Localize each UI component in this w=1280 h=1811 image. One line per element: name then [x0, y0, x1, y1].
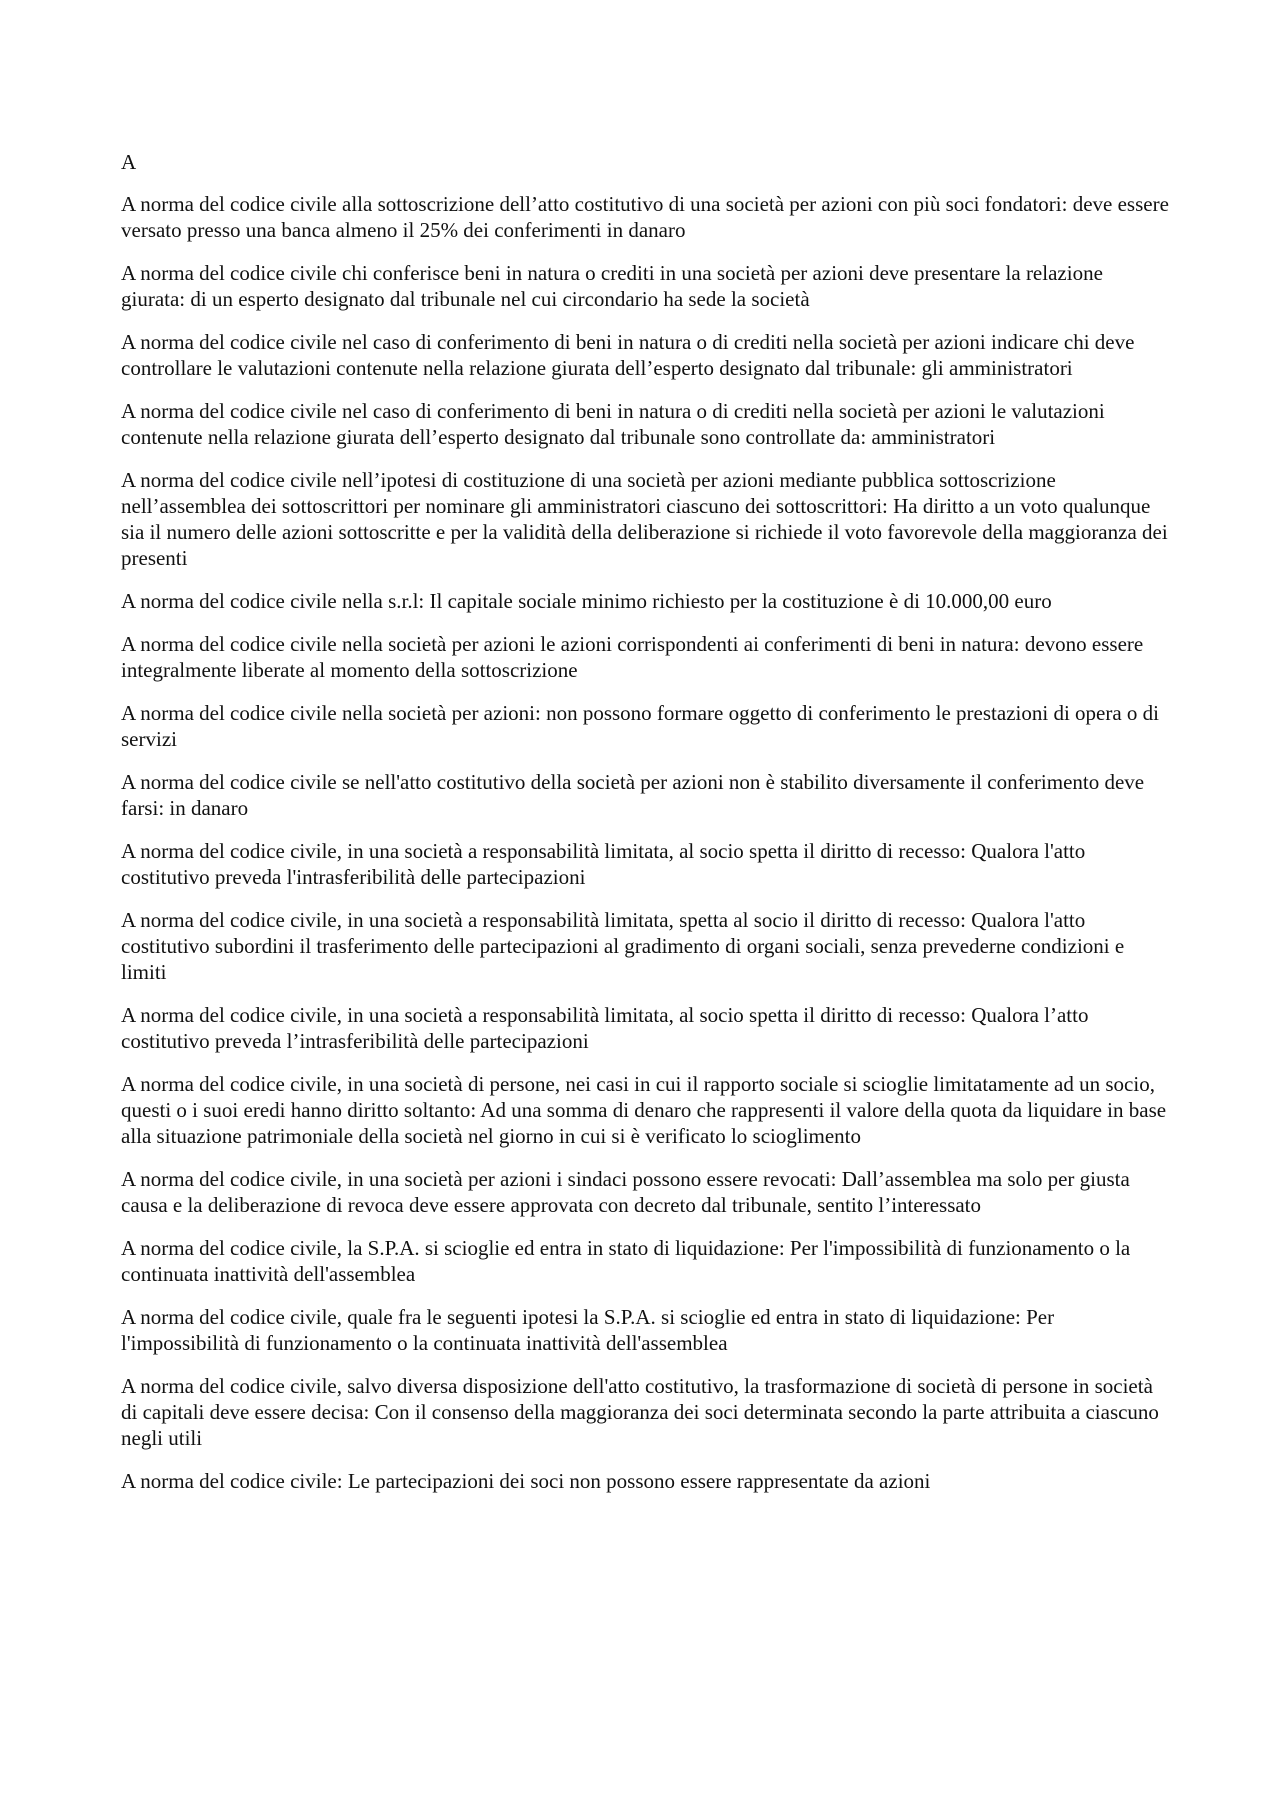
entry-17: A norma del codice civile, salvo diversa disposizione dell'atto costitutivo, la trasformazione di società di persone in società di capitali deve essere decisa: Con il consenso della maggioranza dei soci determinata secondo la parte attribuita a ciascuno negli utili: [121, 1374, 1159, 1450]
entry-6: A norma del codice civile nella s.r.l: Il capitale sociale minimo richiesto per la costituzione è di 10.000,00 euro: [121, 589, 1052, 613]
section-letter: A: [121, 150, 137, 174]
entry-1: A norma del codice civile alla sottoscrizione dell’atto costitutivo di una società per azioni con più soci fondatori: deve essere versato presso una banca almeno il 25% dei conferimenti in danaro: [121, 192, 1169, 242]
entry-2: A norma del codice civile chi conferisce beni in natura o crediti in una società per azioni deve presentare la relazione giurata: di un esperto designato dal tribunale nel cui circondario ha sede la società: [121, 261, 1103, 311]
entry-5: A norma del codice civile nell’ipotesi di costituzione di una società per azioni mediante pubblica sottoscrizione nell’assemblea dei sottoscrittori per nominare gli amministratori ciascuno dei sottoscrittori: Ha diritto a un voto qualunque sia il numero delle azioni sottoscritte e per la validità della deliberazione si richiede il voto favorevole della maggioranza dei presenti: [121, 468, 1168, 570]
entry-14: A norma del codice civile, in una società per azioni i sindaci possono essere revocati: Dall’assemblea ma solo per giusta causa e la deliberazione di revoca deve essere approvata con decreto dal tribunale, sentito l’interessato: [121, 1167, 1130, 1217]
entry-16: A norma del codice civile, quale fra le seguenti ipotesi la S.P.A. si scioglie ed entra in stato di liquidazione: Per l'impossibilità di funzionamento o la continuata inattività dell'assemblea: [121, 1305, 1055, 1355]
document-body: [121, 149, 1169, 1511]
entry-7: A norma del codice civile nella società per azioni le azioni corrispondenti ai conferimenti di beni in natura: devono essere integralmente liberate al momento della sottoscrizione: [121, 632, 1144, 682]
entry-10: A norma del codice civile, in una società a responsabilità limitata, al socio spetta il diritto di recesso: Qualora l'atto costitutivo preveda l'intrasferibilità delle partecipazioni: [121, 839, 1086, 889]
entry-8: A norma del codice civile nella società per azioni: non possono formare oggetto di conferimento le prestazioni di opera o di servizi: [121, 701, 1159, 751]
entry-4: A norma del codice civile nel caso di conferimento di beni in natura o di crediti nella società per azioni le valutazioni contenute nella relazione giurata dell’esperto designato dal tribunale sono controllate da: amministratori: [121, 399, 1105, 449]
entry-13: A norma del codice civile, in una società di persone, nei casi in cui il rapporto sociale si scioglie limitatamente ad un socio, questi o i suoi eredi hanno diritto soltanto: Ad una somma di denaro che rappresenti il valore della quota da liquidare in base alla situazione patrimoniale della società nel giorno in cui si è verificato lo scioglimento: [121, 1072, 1167, 1148]
entry-3: A norma del codice civile nel caso di conferimento di beni in natura o di crediti nella società per azioni indicare chi deve controllare le valutazioni contenute nella relazione giurata dell’esperto designato dal tribunale: gli amministratori: [121, 330, 1135, 380]
entry-11: A norma del codice civile, in una società a responsabilità limitata, spetta al socio il diritto di recesso: Qualora l'atto costitutivo subordini il trasferimento delle partecipazioni al gradimento di organi sociali, senza prevederne condizioni e limiti: [121, 908, 1125, 984]
entry-9: A norma del codice civile se nell'atto costitutivo della società per azioni non è stabilito diversamente il conferimento deve farsi: in danaro: [121, 770, 1145, 820]
entry-15: A norma del codice civile, la S.P.A. si scioglie ed entra in stato di liquidazione: Per l'impossibilità di funzionamento o la continuata inattività dell'assemblea: [121, 1236, 1131, 1286]
entry-12: A norma del codice civile, in una società a responsabilità limitata, al socio spetta il diritto di recesso: Qualora l’atto costitutivo preveda l’intrasferibilità delle partecipazioni: [121, 1003, 1089, 1053]
entry-18: A norma del codice civile: Le partecipazioni dei soci non possono essere rappresentate da azioni: [121, 1469, 931, 1493]
